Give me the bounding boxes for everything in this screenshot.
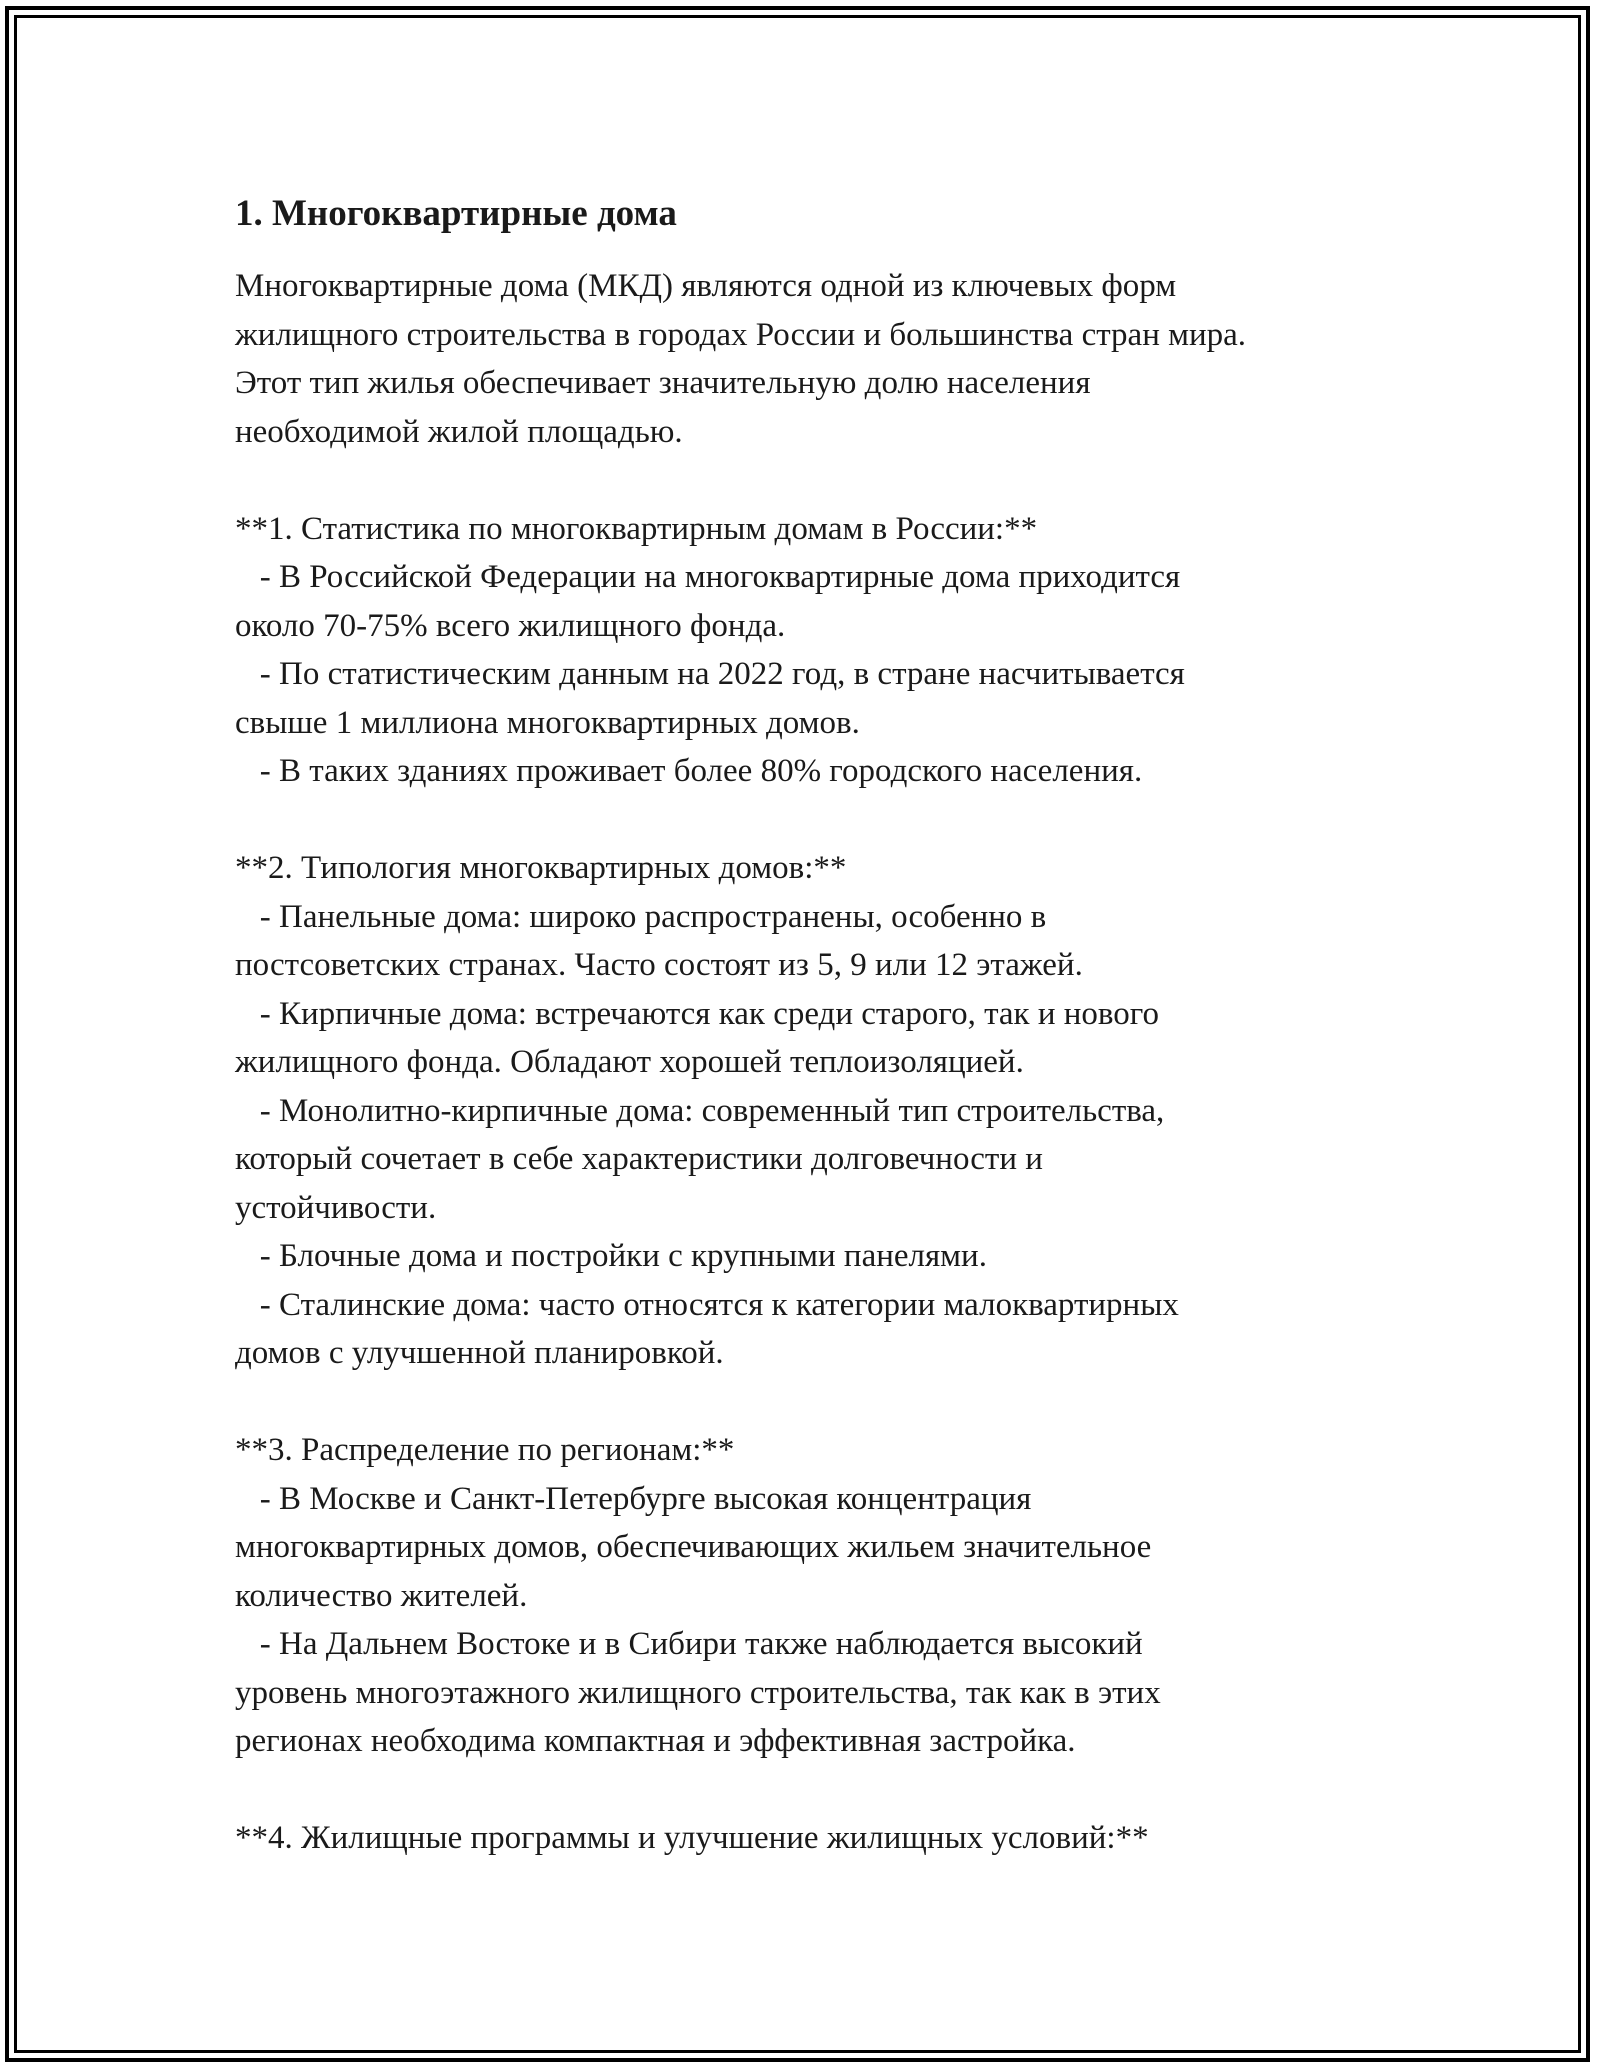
text-line: - В Москве и Санкт-Петербурге высокая концентрация [235, 1480, 1032, 1517]
text-line: - Блочные дома и постройки с крупными панелями. [235, 1238, 987, 1274]
blank-line [235, 796, 1415, 845]
text-line: жилищного фонда. Обладают хорошей теплоизоляцией. [235, 1044, 1024, 1080]
text-line: уровень многоэтажного жилищного строительства, так как в этих [235, 1674, 1161, 1711]
text-line: - В Российской Федерации на многоквартирные дома приходится [235, 559, 1181, 595]
text-line: необходимой жилой площадью. [235, 413, 683, 450]
text-line: - По статистическим данным на 2022 год, в стране насчитывается [235, 656, 1185, 692]
document-body [235, 262, 1415, 1863]
blank-line [235, 1766, 1415, 1815]
text-line: домов с улучшенной планировкой. [235, 1335, 724, 1371]
text-line: Многоквартирные дома (МКД) являются одной из ключевых форм [235, 268, 1177, 304]
text-line: - Панельные дома: широко распространены, особенно в [235, 898, 1047, 935]
text-line: **2. Типология многоквартирных домов:** [235, 850, 847, 886]
text-line: - Монолитно-кирпичные дома: современный тип строительства, [235, 1092, 1165, 1129]
text-line: - Кирпичные дома: встречаются как среди старого, так и нового [235, 995, 1159, 1032]
text-line: постсоветских странах. Часто состоят из 5, 9 или 12 этажей. [235, 947, 1083, 983]
blank-line [235, 456, 1415, 505]
text-line: Этот тип жилья обеспечивает значительную долю населения [235, 365, 1091, 401]
text-line: жилищного строительства в городах России и большинства стран мира. [235, 316, 1247, 353]
document-title: 1. Многоквартирные дома [235, 193, 677, 234]
text-line: - В таких зданиях проживает более 80% городского населения. [235, 753, 1143, 789]
text-line: свыше 1 миллиона многоквартирных домов. [235, 704, 860, 741]
text-line: **3. Распределение по регионам:** [235, 1432, 735, 1468]
text-line: который сочетает в себе характеристики долговечности и [235, 1141, 1043, 1177]
text-line: многоквартирных домов, обеспечивающих жильем значительное [235, 1529, 1152, 1565]
blank-line [235, 1378, 1415, 1427]
text-line: - Сталинские дома: часто относятся к категории малоквартирных [235, 1286, 1179, 1323]
text-line: количество жителей. [235, 1577, 528, 1614]
document-page [235, 186, 1415, 1863]
text-line: **1. Статистика по многоквартирным домам в России:** [235, 510, 1038, 547]
text-line: устойчивости. [235, 1189, 437, 1226]
text-line: около 70-75% всего жилищного фонда. [235, 607, 786, 644]
text-line: - На Дальнем Востоке и в Сибири также наблюдается высокий [235, 1626, 1143, 1662]
text-line: **4. Жилищные программы и улучшение жилищных условий:** [235, 1820, 1149, 1856]
text-line: регионах необходима компактная и эффективная застройка. [235, 1723, 1076, 1759]
